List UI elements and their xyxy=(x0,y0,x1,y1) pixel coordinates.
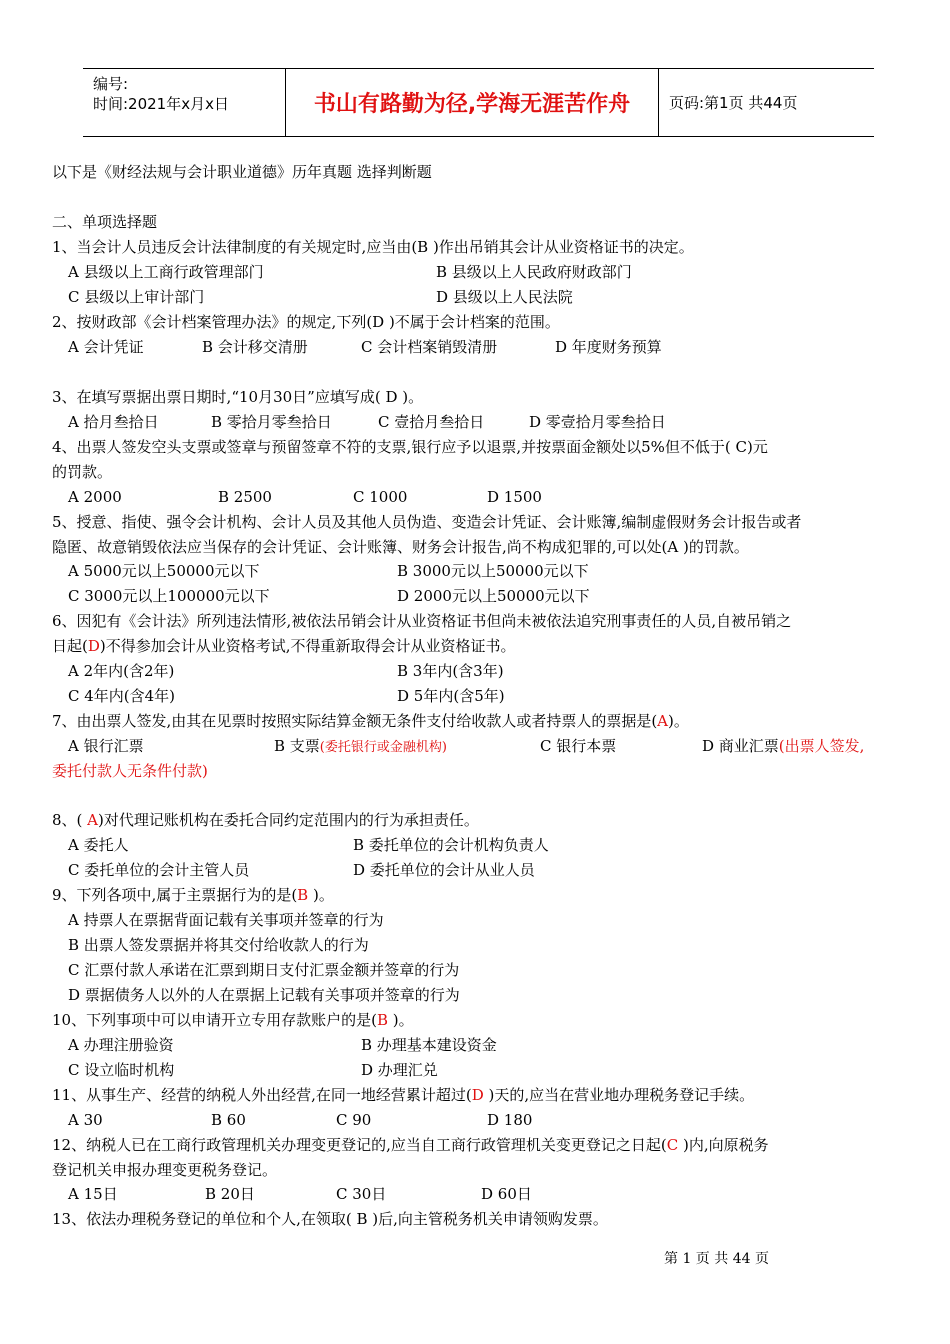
q4-option-b: B 2500 xyxy=(218,488,272,506)
q2-option-b: B 会计移交清册 xyxy=(202,338,308,356)
q3-option-d: D 零壹拾月零叁拾日 xyxy=(529,413,666,431)
question-11 xyxy=(52,1085,754,1105)
number-label: 编号: xyxy=(93,75,129,93)
q4-option-a: A 2000 xyxy=(68,488,122,506)
section-title: 二、单项选择题 xyxy=(52,213,158,231)
q12-option-d: D 60日 xyxy=(481,1185,532,1203)
q3-option-b: B 零拾月零叁拾日 xyxy=(211,413,332,431)
intro-text: 以下是《财经法规与会计职业道德》历年真题 选择判断题 xyxy=(52,163,432,181)
q5-option-a: A 5000元以上50000元以下 xyxy=(68,562,260,580)
q10-answer: B xyxy=(376,1011,388,1029)
q1-option-a: A 县级以上工商行政管理部门 xyxy=(68,263,264,281)
q8-option-b: B 委托单位的会计机构负责人 xyxy=(353,836,549,854)
q12-option-b: B 20日 xyxy=(205,1185,255,1203)
q11-option-b: B 60 xyxy=(211,1111,246,1129)
q7-option-d-note: (出票人签发, xyxy=(778,737,865,755)
question-6: 6、因犯有《会计法》所列违法情形,被依法吊销会计从业资格证书但尚未被依法追究刑事责任的人员,自被吊销之 xyxy=(52,612,792,630)
question-6-cont xyxy=(52,636,516,656)
question-3: 3、在填写票据出票日期时,“10月30日”应填写成( D )。 xyxy=(52,388,424,406)
question-8 xyxy=(52,810,479,830)
q6-text-post: )不得参加会计从业资格考试,不得重新取得会计从业资格证书。 xyxy=(99,637,516,655)
q12-option-a: A 15日 xyxy=(68,1185,118,1203)
q12-option-c: C 30日 xyxy=(336,1185,387,1203)
q10-option-c: C 设立临时机构 xyxy=(68,1061,175,1079)
q9-option-b: B 出票人签发票据并将其交付给收款人的行为 xyxy=(68,936,369,954)
q7-text-post: )。 xyxy=(668,712,689,730)
q6-option-d: D 5年内(含5年) xyxy=(397,687,505,705)
q6-option-c: C 4年内(含4年) xyxy=(68,687,176,705)
q10-option-d: D 办理汇兑 xyxy=(361,1061,438,1079)
q7-option-c: C 银行本票 xyxy=(540,737,617,755)
q3-option-c: C 壹拾月叁拾日 xyxy=(378,413,485,431)
q8-answer: A xyxy=(87,811,99,829)
question-9 xyxy=(52,885,334,905)
q1-option-c: C 县级以上审计部门 xyxy=(68,288,205,306)
question-5: 5、授意、指使、强令会计机构、会计人员及其他人员伪造、变造会计凭证、会计账簿,编制虚假财务会计报告或者 xyxy=(52,513,802,531)
q9-text-pre: 9、下列各项中,属于主票据行为的是( xyxy=(52,886,298,904)
q5-option-c: C 3000元以上100000元以下 xyxy=(68,587,270,605)
q10-text-pre: 10、下列事项中可以申请开立专用存款账户的是( xyxy=(52,1011,377,1029)
q12-text-pre: 12、纳税人已在工商行政管理机关办理变更登记的,应当自工商行政管理机关变更登记之日起( xyxy=(52,1136,667,1154)
q1-option-d: D 县级以上人民法院 xyxy=(436,288,573,306)
question-1: 1、当会计人员违反会计法律制度的有关规定时,应当由(B )作出吊销其会计从业资格证书的决定。 xyxy=(52,238,694,256)
q12-answer: C xyxy=(666,1136,679,1154)
page-header xyxy=(83,68,874,137)
question-12-cont: 登记机关申报办理变更税务登记。 xyxy=(52,1161,278,1179)
q7-option-b xyxy=(274,736,447,758)
page-footer: 第 1 页 共 44 页 xyxy=(664,1251,769,1267)
time-label: 时间:2021年x月x日 xyxy=(93,95,229,113)
q10-text-post: )。 xyxy=(387,1011,414,1029)
q2-option-d: D 年度财务预算 xyxy=(555,338,662,356)
q10-option-b: B 办理基本建设资金 xyxy=(361,1036,497,1054)
question-10 xyxy=(52,1010,414,1030)
q11-text-post: )天的,应当在营业地办理税务登记手续。 xyxy=(483,1086,755,1104)
q5-option-b: B 3000元以上50000元以下 xyxy=(397,562,589,580)
q8-text-pre: 8、( xyxy=(52,811,88,829)
q11-option-c: C 90 xyxy=(336,1111,372,1129)
q7-option-a: A 银行汇票 xyxy=(68,737,144,755)
q5-option-d: D 2000元以上50000元以下 xyxy=(397,587,590,605)
q6-text-pre: 日起( xyxy=(52,637,88,655)
question-4: 4、出票人签发空头支票或签章与预留签章不符的支票,银行应予以退票,并按票面金额处以5%但不低于( C)元 xyxy=(52,438,768,456)
q7-option-b-text: B 支票 xyxy=(274,737,320,755)
question-5-cont: 隐匿、故意销毁依法应当保存的会计凭证、会计账簿、财务会计报告,尚不构成犯罪的,可以处(A )的罚款。 xyxy=(52,538,749,556)
question-13: 13、依法办理税务登记的单位和个人,在领取( B )后,向主管税务机关申请领购发票。 xyxy=(52,1210,608,1228)
q6-option-b: B 3年内(含3年) xyxy=(397,662,504,680)
question-2: 2、按财政部《会计档案管理办法》的规定,下列(D )不属于会计档案的范围。 xyxy=(52,313,560,331)
q4-option-c: C 1000 xyxy=(353,488,408,506)
q9-option-a: A 持票人在票据背面记载有关事项并签章的行为 xyxy=(68,911,384,929)
q11-option-a: A 30 xyxy=(68,1111,103,1129)
header-motto: 书山有路勤为径,学海无涯苦作舟 xyxy=(286,69,659,136)
question-4-cont: 的罚款。 xyxy=(52,463,113,481)
q9-text-post: )。 xyxy=(308,886,334,904)
q1-option-b: B 县级以上人民政府财政部门 xyxy=(436,263,632,281)
q11-text-pre: 11、从事生产、经营的纳税人外出经营,在同一地经营累计超过( xyxy=(52,1086,472,1104)
q2-option-c: C 会计档案销毁清册 xyxy=(361,338,498,356)
q10-option-a: A 办理注册验资 xyxy=(68,1036,174,1054)
q11-option-d: D 180 xyxy=(487,1111,533,1129)
question-12 xyxy=(52,1135,769,1155)
header-info-cell xyxy=(83,69,286,136)
q7-option-d-note-cont: 委托付款人无条件付款) xyxy=(52,762,208,780)
q9-option-d: D 票据债务人以外的人在票据上记载有关事项并签章的行为 xyxy=(68,986,460,1004)
question-7 xyxy=(52,711,689,731)
q6-answer: D xyxy=(87,637,100,655)
q2-option-a: A 会计凭证 xyxy=(68,338,144,356)
q7-answer: A xyxy=(657,712,669,730)
q6-option-a: A 2年内(含2年) xyxy=(68,662,175,680)
q9-answer: B xyxy=(297,886,309,904)
q4-option-d: D 1500 xyxy=(487,488,542,506)
q7-option-d-text: D 商业汇票 xyxy=(702,737,779,755)
q7-text-pre: 7、由出票人签发,由其在见票时按照实际结算金额无条件支付给收款人或者持票人的票据是( xyxy=(52,712,658,730)
q3-option-a: A 拾月叁拾日 xyxy=(68,413,159,431)
q8-text-post: )对代理记账机构在委托合同约定范围内的行为承担责任。 xyxy=(98,811,479,829)
q8-option-c: C 委托单位的会计主管人员 xyxy=(68,861,250,879)
q8-option-d: D 委托单位的会计从业人员 xyxy=(353,861,535,879)
header-page-label: 页码:第1页 共44页 xyxy=(669,94,798,112)
q9-option-c: C 汇票付款人承诺在汇票到期日支付汇票金额并签章的行为 xyxy=(68,961,460,979)
q7-option-b-note: (委托银行或金融机构) xyxy=(319,740,447,755)
q7-option-d xyxy=(702,736,864,756)
q12-text-post: )内,向原税务 xyxy=(678,1136,769,1154)
q11-answer: D xyxy=(471,1086,484,1104)
q8-option-a: A 委托人 xyxy=(68,836,129,854)
